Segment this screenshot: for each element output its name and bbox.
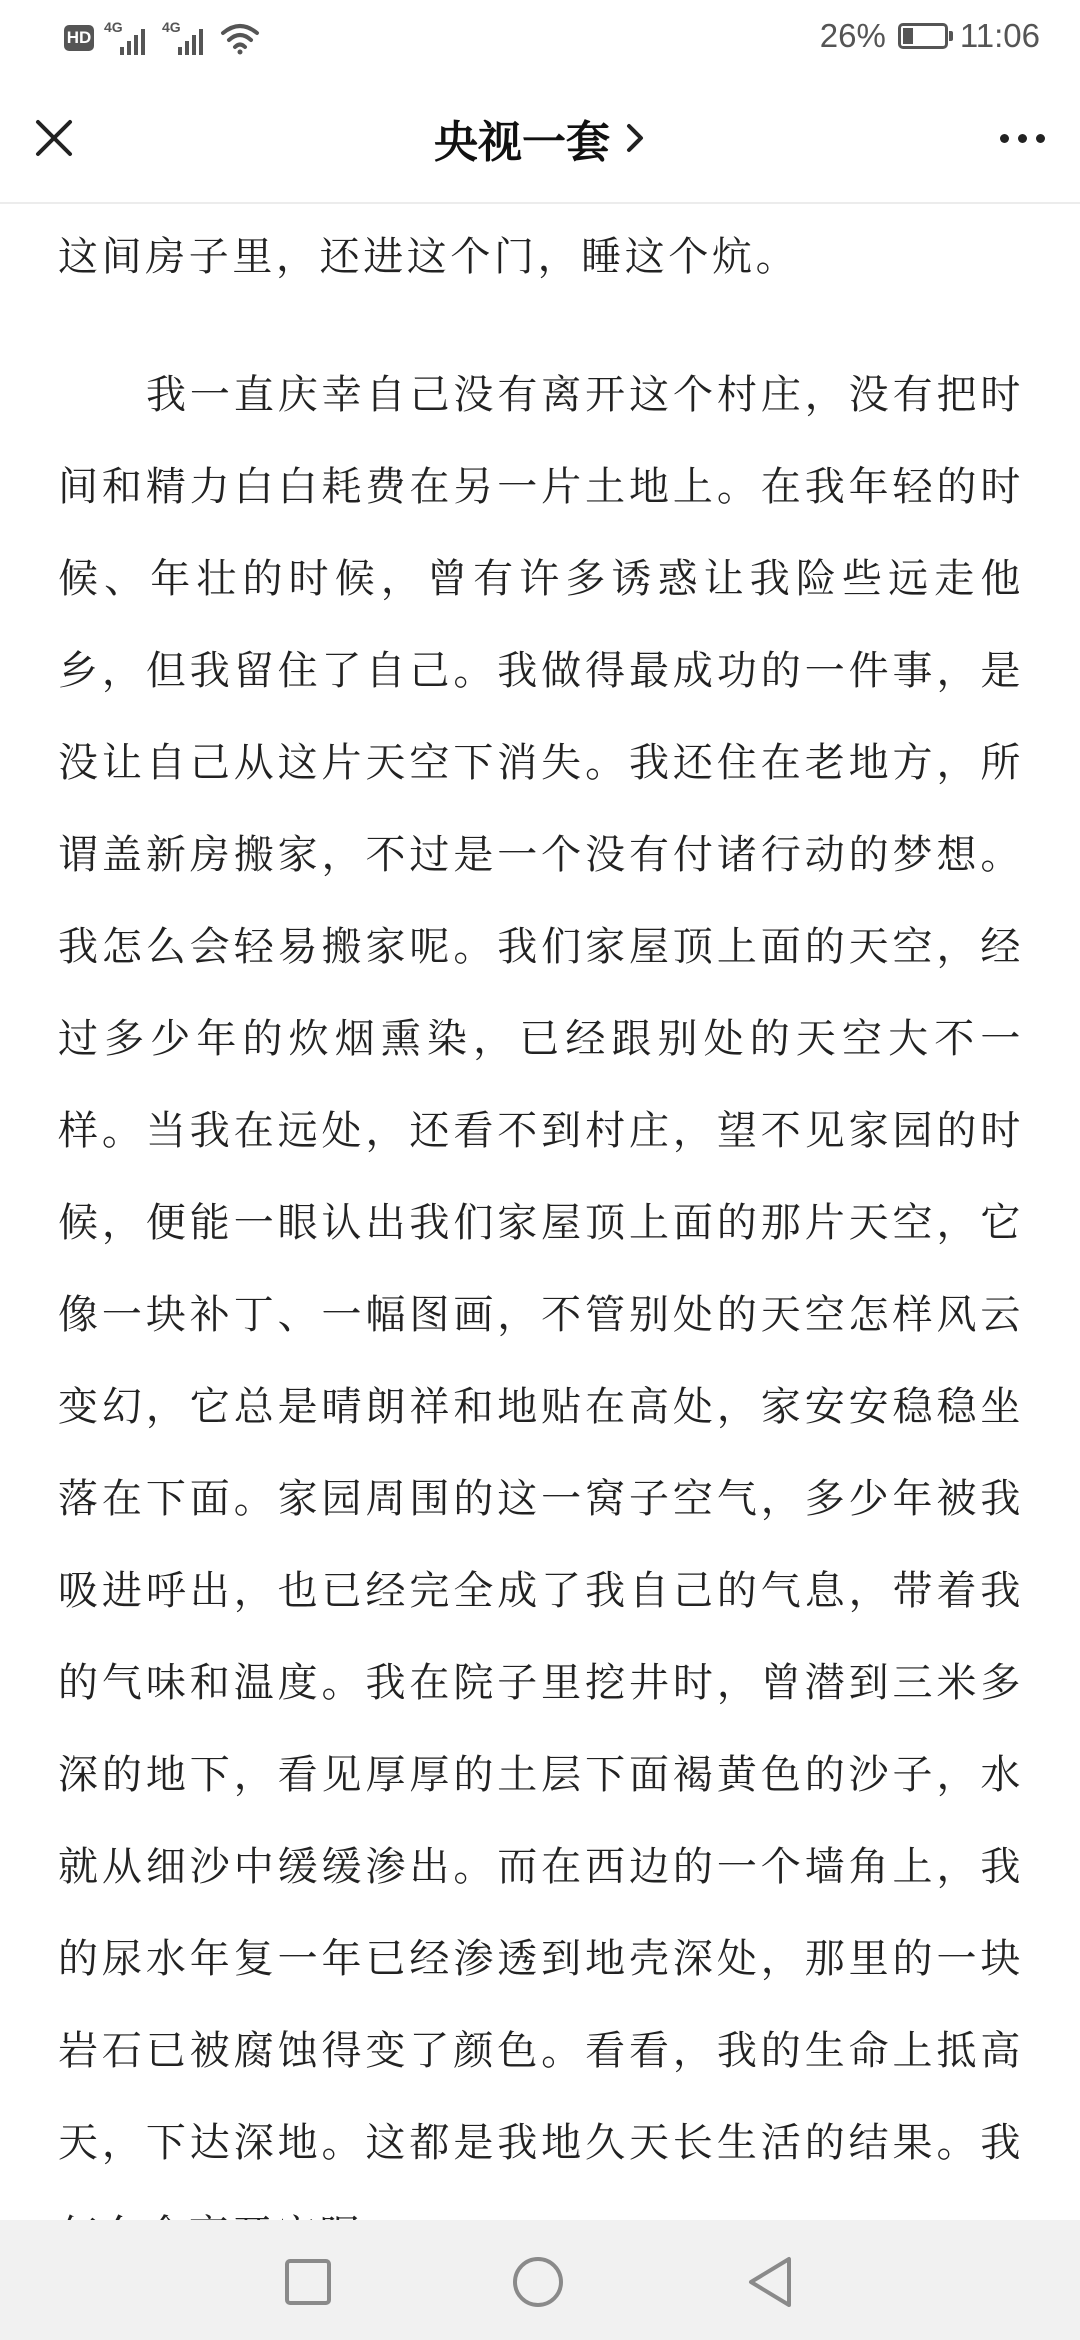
article-paragraph: 这间房子里，还进这个门，睡这个炕。: [58, 234, 800, 280]
signal-2-icon: [162, 21, 210, 55]
network-type-2: 4G: [162, 19, 181, 35]
system-nav-bar: [0, 2220, 1080, 2340]
close-button[interactable]: [18, 102, 90, 174]
status-left: [64, 18, 260, 58]
battery-fill: [903, 28, 913, 44]
triangle-back-icon: [745, 2255, 795, 2309]
battery-icon: [898, 23, 948, 49]
chevron-right-icon: [624, 120, 646, 156]
more-dot: [1018, 134, 1027, 143]
status-right: [820, 14, 1040, 58]
wifi-icon: [220, 21, 260, 55]
clock: 11:06: [959, 17, 1040, 54]
close-icon: [34, 118, 74, 158]
more-dot: [1036, 134, 1045, 143]
back-button[interactable]: [740, 2252, 800, 2312]
hd-badge: HD: [64, 25, 94, 51]
network-type-1: 4G: [104, 19, 123, 35]
square-icon: [283, 2257, 333, 2307]
more-options-button[interactable]: [986, 102, 1058, 174]
recents-button[interactable]: [278, 2252, 338, 2312]
home-button[interactable]: [508, 2252, 568, 2312]
article-paragraph: 我一直庆幸自己没有离开这个村庄，没有把时间和精力白白耗费在另一片土地上。在我年轻的时候、年壮的时候，曾有许多诱惑让我险些远走他乡，但我留住了自己。我做得最成功的一件事，是没让自己从这片天空下消失。我还住在老地方，所谓盖新房搬家，不过是一个没有付诸行动的梦想。我怎么会轻易搬家呢。我们家屋顶上面的天空，经过多少年的炊烟熏染，已经跟别处的天空大不一样。当我在远处，还看不到村庄，望不见家园的时候，便能一眼认出我们家屋顶上面的那片天空，它像一块补丁、一幅图画，不管别处的天空怎样风云变幻，它总是晴朗祥和地贴在高处，家安安稳稳坐落在下面。家园周围的这一窝子空气，多少年被我吸进呼出，也已经完全成了我自己的气息，带着我的气味和温度。我在院子里挖井时，曾潜到三米多深的地下，看见厚厚的土层下面褐黄色的沙子，水就从细沙中缓缓渗出。而在西边的一个墙角上，我的尿水年复一年已经渗透到地壳深处，那里的一块岩石已被腐蚀得变了颜色。看看，我的生命上抵高天，下达深地。这都是我地久天长生活的结果。我: [58, 372, 1024, 2166]
battery-percent: 26%: [819, 17, 886, 54]
circle-icon: [511, 2255, 565, 2309]
article-body: [58, 204, 1024, 2164]
more-dot: [1000, 134, 1009, 143]
account-title-link[interactable]: [240, 106, 840, 170]
top-nav-bar: [0, 72, 1080, 204]
status-bar: [0, 0, 1080, 72]
page-title: 央视一套: [434, 117, 610, 168]
signal-1-icon: [104, 21, 152, 55]
power-saving-leaf-icon: [915, 28, 929, 44]
